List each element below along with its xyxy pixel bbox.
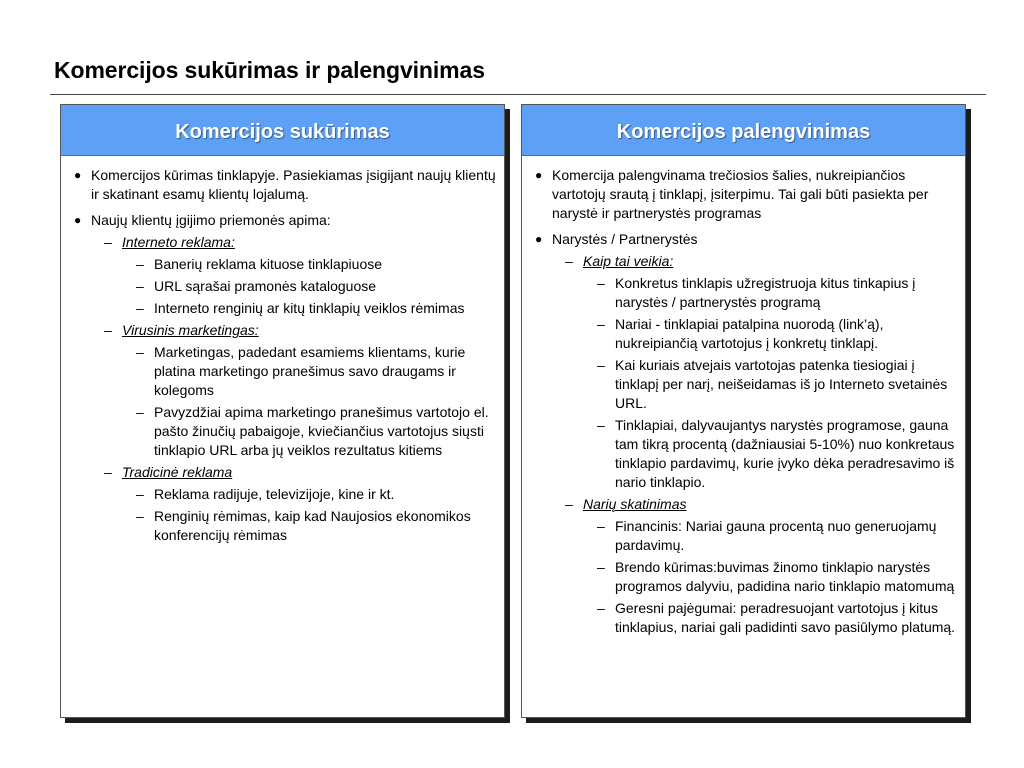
sub-heading: Narių skatinimas [583,496,687,512]
title-divider [50,94,986,95]
sub-sub-list-item [532,356,957,413]
dash-icon: – [136,508,144,524]
right-panel-body [522,156,965,637]
list-item-text: Naujų klientų įgijimo priemonės apima: [91,212,331,228]
dash-icon: – [597,559,605,575]
sub-list-item [71,463,496,482]
list-item-text: Marketingas, padedant esamiems klientams, kurie platina marketingo pranešimus savo draugams ir kolegoms [154,344,466,398]
list-item-text: URL sąrašai pramonės kataloguose [154,278,377,294]
dash-icon: – [565,496,573,512]
list-item-text: Banerių reklama kituose tinklapiuose [154,256,383,272]
sub-list-item [532,495,957,514]
bullet-icon: ● [74,213,82,227]
sub-sub-list-item [71,403,496,460]
dash-icon: – [597,600,605,616]
list-item-text: Reklama radijuje, televizijoje, kine ir kt. [154,486,395,502]
list-item [532,230,957,637]
sub-list [532,252,957,637]
dash-icon: – [136,256,144,272]
left-panel-header: Komercijos sukūrimas [61,105,504,156]
sub-sub-list-item [71,255,496,274]
list-item-text: Brendo kūrimas:buvimas žinomo tinklapio narystės programos dalyviu, padidina nario tinklapio matomumą [615,559,955,594]
list-item-text: Komercija palengvinama trečiosios šalies, nukreipiančios vartotojų srautą į tinklapį, įsiterpimu. Tai gali būti pasiekta per narystė ir partnerystės programas [552,167,929,221]
list-item-text: Interneto renginių ar kitų tinklapių veiklos rėmimas [154,300,465,316]
sub-sub-list-item [71,277,496,296]
right-bullet-list [532,166,957,637]
list-item [532,166,957,223]
sub-heading: Interneto reklama: [122,234,235,250]
dash-icon: – [104,322,112,338]
sub-sub-list-item [71,507,496,545]
slide-title: Komercijos sukūrimas ir palengvinimas [54,57,485,83]
bullet-icon: ● [535,168,543,182]
right-panel [521,104,966,718]
sub-heading: Tradicinė reklama [122,464,233,480]
list-item-text: Financinis: Nariai gauna procentą nuo generuojamų pardavimų. [615,518,937,553]
sub-list-item [71,233,496,252]
sub-list [71,233,496,545]
sub-sub-list-item [532,274,957,312]
right-panel-header: Komercijos palengvinimas [522,105,965,156]
list-item-text: Narystės / Partnerystės [552,231,698,247]
bullet-icon: ● [74,168,82,182]
sub-list-item [71,321,496,340]
list-item [71,211,496,545]
left-panel [60,104,505,718]
left-bullet-list [71,166,496,545]
list-item-text: Renginių rėmimas, kaip kad Naujosios ekonomikos konferencijų rėmimas [154,508,471,543]
dash-icon: – [597,275,605,291]
sub-sub-list-item [532,558,957,596]
dash-icon: – [136,278,144,294]
sub-sub-list-item [532,517,957,555]
list-item-text: Geresni pajėgumai: peradresuojant vartotojus į kitus tinklapius, nariai gali padidinti savo pasiūlymo platumą. [615,600,956,635]
sub-sub-list-item [71,485,496,504]
list-item-text: Tinklapiai, dalyvaujantys narystės programose, gauna tam tikrą procentą (dažniausiai 5-10%) nuo konkretaus tinklapio pardavimų, kurie įvyko dėka peradresavimo iš nario tinklapio. [615,417,955,490]
list-item [71,166,496,204]
dash-icon: – [136,344,144,360]
dash-icon: – [597,357,605,373]
dash-icon: – [565,253,573,269]
sub-list-item [532,252,957,271]
bullet-icon: ● [535,232,543,246]
dash-icon: – [136,486,144,502]
dash-icon: – [104,464,112,480]
dash-icon: – [136,300,144,316]
list-item-text: Nariai - tinklapiai patalpina nuorodą (link’ą), nukreipiančią vartotojus į konkretų tinklapį. [615,316,884,351]
dash-icon: – [597,417,605,433]
dash-icon: – [136,404,144,420]
sub-heading: Virusinis marketingas: [122,322,259,338]
dash-icon: – [104,234,112,250]
sub-sub-list-item [532,315,957,353]
sub-sub-list-item [532,416,957,492]
sub-sub-list-item [71,343,496,400]
sub-heading: Kaip tai veikia: [583,253,674,269]
dash-icon: – [597,518,605,534]
list-item-text: Pavyzdžiai apima marketingo pranešimus vartotojo el. pašto žinučių pabaigoje, kviečiančius vartotojus siųsti tinklapio URL arba jų veiklos rezultatus kitiems [154,404,489,458]
list-item-text: Konkretus tinklapis užregistruoja kitus tinkapius į narystės / partnerystės programą [615,275,916,310]
sub-sub-list-item [71,299,496,318]
sub-sub-list-item [532,599,957,637]
left-panel-body [61,156,504,545]
list-item-text: Komercijos kūrimas tinklapyje. Pasiekiamas įsigijant naujų klientų ir skatinant esamų klientų lojalumą. [91,167,496,202]
list-item-text: Kai kuriais atvejais vartotojas patenka tiesiogiai į tinklapį per narį, neišeidamas iš jo Interneto svetainės URL. [615,357,948,411]
dash-icon: – [597,316,605,332]
